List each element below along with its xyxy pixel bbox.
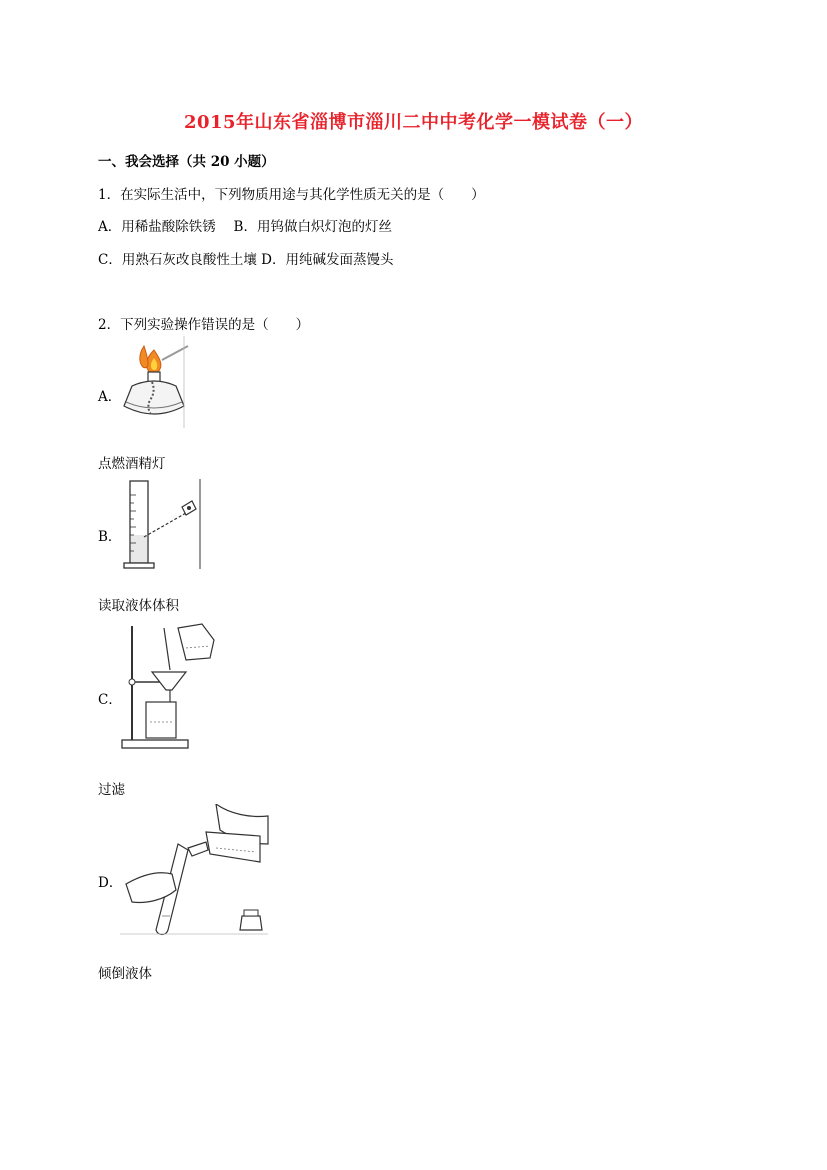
- option-a-label: A．: [98, 389, 122, 405]
- option-b-label: B．: [98, 529, 122, 545]
- question-2-stem: 2．下列实验操作错误的是（ ）: [98, 317, 310, 333]
- question-1-stem: 1．在实际生活中，下列物质用途与其化学性质无关的是（ ）: [98, 187, 485, 203]
- option-c-label: C．: [98, 692, 122, 708]
- filtration-setup-icon: [120, 618, 216, 752]
- option-c-caption: 过滤: [98, 782, 125, 798]
- alcohol-lamp-icon: [118, 336, 190, 428]
- question-1-option-row-1: A．用稀盐酸除铁锈 B．用钨做白炽灯泡的灯丝: [98, 219, 392, 235]
- option-b-caption: 读取液体体积: [98, 598, 179, 614]
- section-heading: 一、我会选择（共 20 小题）: [98, 154, 275, 170]
- option-d-label: D．: [98, 875, 123, 891]
- option-d-caption: 倾倒液体: [98, 966, 152, 982]
- option-a-caption: 点燃酒精灯: [98, 456, 166, 472]
- question-1-option-row-2: C．用熟石灰改良酸性土壤 D．用纯碱发面蒸馒头: [98, 252, 394, 268]
- pouring-liquid-icon: [120, 804, 270, 938]
- graduated-cylinder-icon: [120, 477, 202, 571]
- page-title: 2015年山东省淄博市淄川二中中考化学一模试卷（一）: [183, 112, 644, 133]
